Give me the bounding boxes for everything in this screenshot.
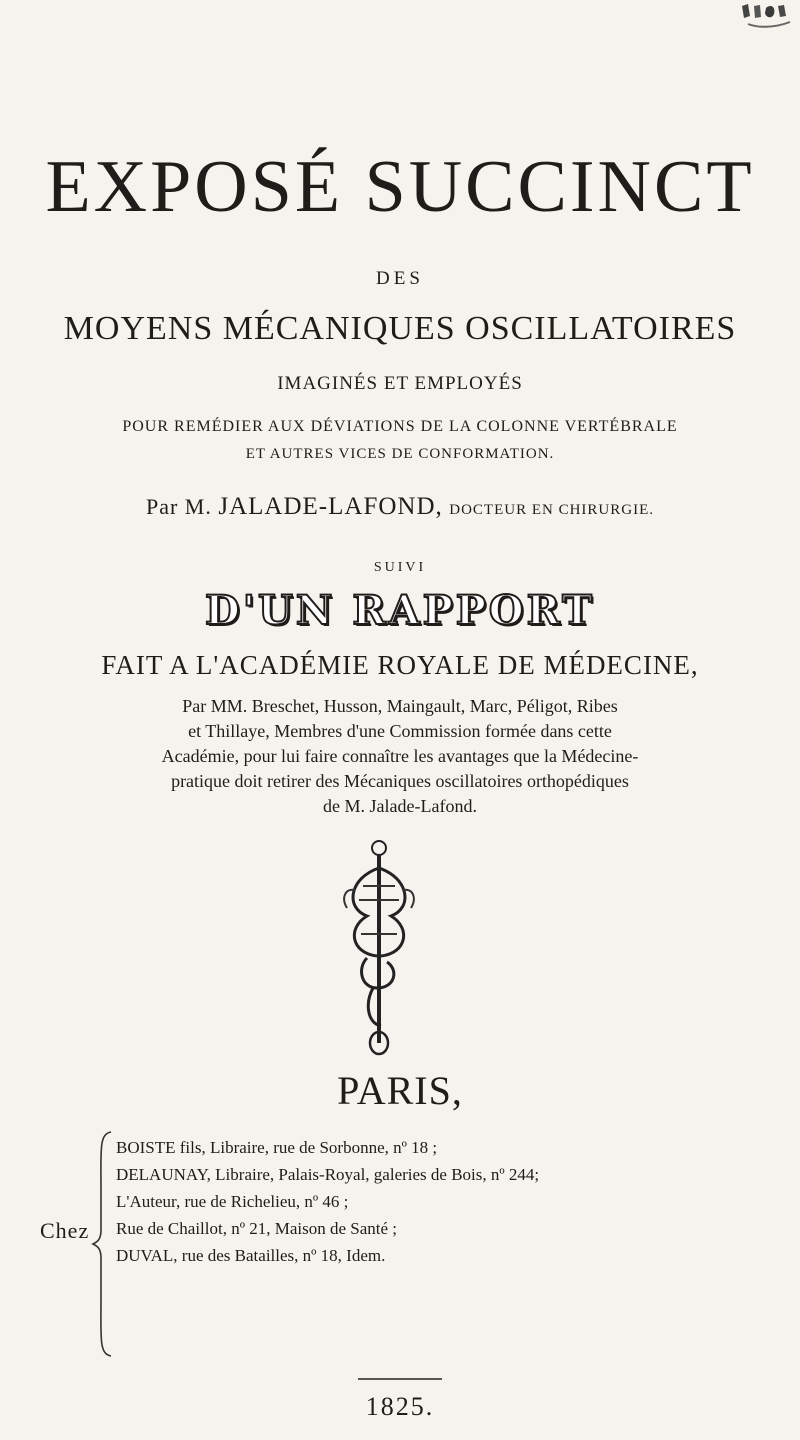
commission-line: de M. Jalade-Lafond.: [323, 796, 477, 816]
rapport-heading: D'UN RAPPORT: [205, 587, 595, 634]
purpose-line-2: ET AUTRES VICES DE CONFORMATION.: [245, 446, 555, 462]
suivi-label: SUIVI: [373, 560, 427, 575]
library-stamp-mark: [734, 0, 794, 34]
author-name: JALADE-LAFOND,: [218, 493, 443, 520]
publisher-entry: Rue de Chaillot, nº 21, Maison de Santé ;: [116, 1219, 398, 1238]
academy-line: FAIT A L'ACADÉMIE ROYALE DE MÉDECINE,: [101, 650, 699, 680]
commission-line: Par MM. Breschet, Husson, Maingault, Marc, Péligot, Ribes: [182, 696, 618, 716]
author-line: [0, 493, 800, 521]
main-title: EXPOSÉ SUCCINCT: [45, 146, 755, 228]
divider: [358, 1378, 442, 1380]
publishers-list: [116, 1134, 539, 1269]
author-qualification: DOCTEUR EN CHIRURGIE.: [449, 502, 655, 518]
title-des: DES: [376, 268, 424, 289]
subject-title: MOYENS MÉCANIQUES OSCILLATOIRES: [63, 310, 737, 347]
publisher-entry: L'Auteur, rue de Richelieu, nº 46 ;: [116, 1192, 349, 1211]
commission-line: et Thillaye, Membres d'une Commission formée dans cette: [188, 721, 612, 741]
purpose-line-1: POUR REMÉDIER AUX DÉVIATIONS DE LA COLONNE VERTÉBRALE: [122, 418, 678, 435]
brace-icon: [91, 1130, 115, 1358]
commission-paragraph: [0, 694, 800, 819]
subtitle-imagines: IMAGINÉS ET EMPLOYÉS: [277, 373, 523, 394]
chez-label: Chez: [40, 1218, 90, 1243]
author-prefix: Par M.: [145, 494, 212, 519]
publisher-entry: BOISTE fils, Libraire, rue de Sorbonne, nº 18 ;: [116, 1138, 438, 1157]
commission-line: Académie, pour lui faire connaître les avantages que la Médecine-: [161, 746, 639, 766]
commission-line: pratique doit retirer des Mécaniques oscillatoires orthopédiques: [171, 771, 629, 791]
publisher-entry: DUVAL, rue des Batailles, nº 18, Idem.: [116, 1246, 386, 1265]
caduceus-icon: [337, 838, 421, 1058]
place-paris: PARIS,: [337, 1068, 463, 1113]
publication-year: 1825.: [365, 1392, 435, 1421]
publisher-entry: DELAUNAY, Libraire, Palais-Royal, galeries de Bois, nº 244;: [116, 1165, 540, 1184]
